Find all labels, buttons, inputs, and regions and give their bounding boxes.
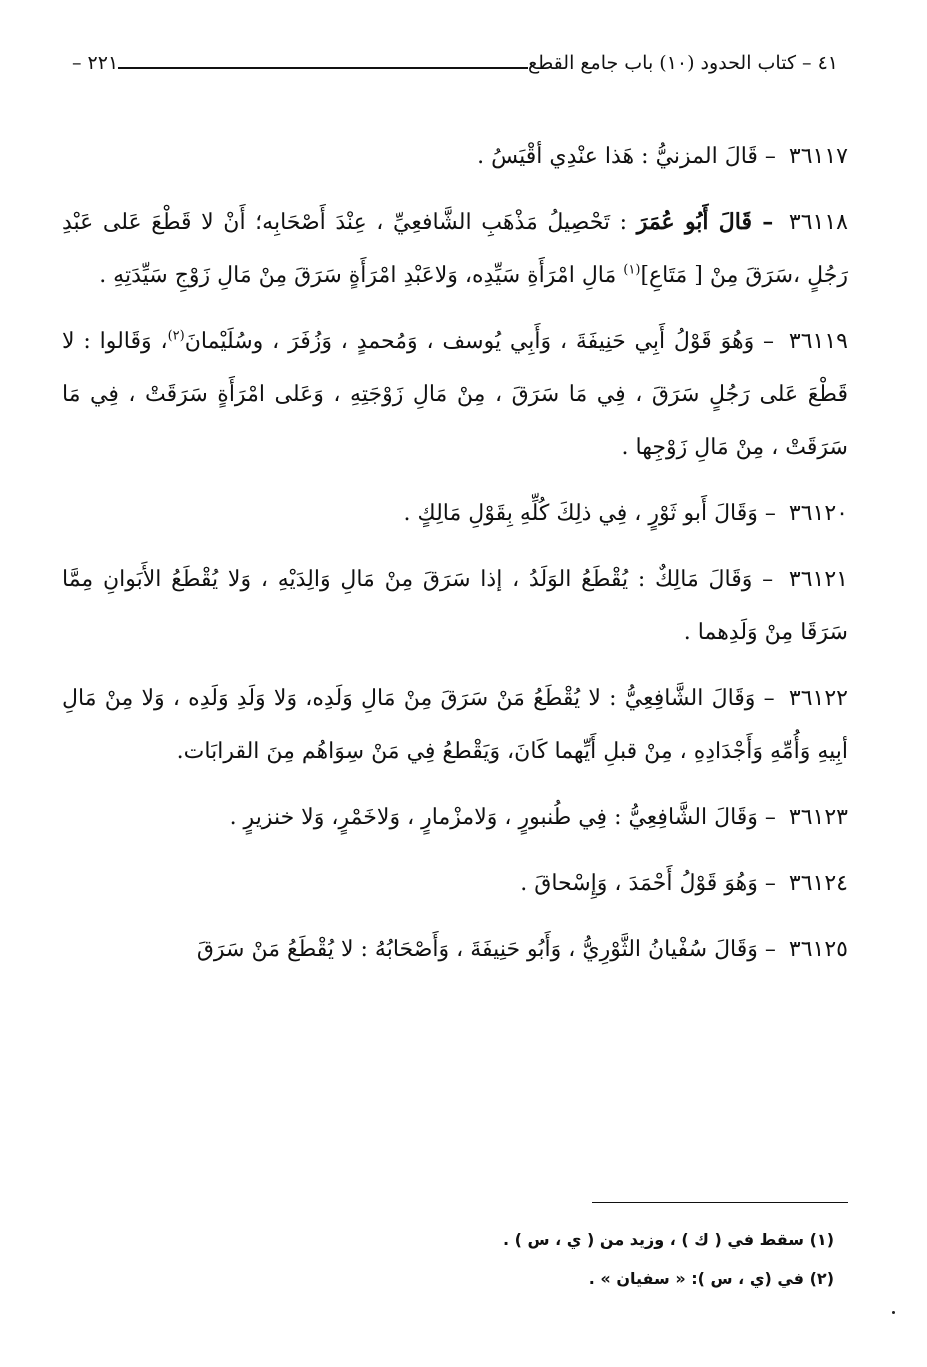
paragraph-number: ٣٦١٢٤	[788, 871, 848, 896]
footnote-2	[62, 1267, 834, 1291]
footnote-text: سقط في ( ك ) ، وزيد من ( ي ، س ) .	[502, 1230, 805, 1249]
footnotes	[62, 1228, 834, 1306]
paragraph-36124	[62, 857, 848, 910]
paragraph-lead: – قَالَ أَبُو عُمَرَ	[636, 209, 774, 235]
footnote-ref-1[interactable]: (١)	[623, 262, 641, 278]
paragraph-36120	[62, 487, 848, 540]
paragraph-lead: – وَهُوَ قَوْلُ أَحْمَدَ ، وَإِسْحاقَ .	[520, 871, 776, 896]
footnote-1	[62, 1228, 834, 1252]
paragraph-36118	[62, 196, 848, 302]
paragraph-lead: – وَهُوَ قَوْلُ أَبِي حَنِيفَةَ ، وَأَبِي يُوسف ، وَمُحمدٍ ، وَزُفَرَ ، وسُلَيْمانَ	[184, 329, 775, 354]
paragraph-number: ٣٦١١٨	[788, 210, 848, 235]
header-dash: –	[72, 52, 82, 74]
running-header	[62, 46, 848, 80]
scan-speck	[892, 1311, 895, 1314]
paragraph-number: ٣٦١٢٥	[788, 937, 848, 962]
paragraph-number: ٣٦١٢١	[788, 567, 848, 592]
paragraph-lead: – وَقَالَ أَبو ثَوْرٍ ، فِي ذلِكَ كُلِّهِ بِقَوْلِ مَالِكٍ .	[403, 501, 776, 526]
footnote-marker: (١)	[809, 1230, 834, 1249]
paragraph-lead: – وَقَالَ الشَّافِعِيُّ : لا يُقْطَعُ مَنْ سَرَقَ مِنْ مَالِ وَلَدِه، وَلا وَلَدِ وَلَدِه ، وَلا مِنْ مَالِ أبِيهِ وَأُمِّهِ وَأَجْدَادِهِ ، مِنْ قبلِ أَيِّهما كَانَ، وَيَقْطعُ فِي مَنْ سِوَاهُم مِنَ القرابَات.	[62, 686, 848, 764]
footnote-marker: (٢)	[809, 1269, 834, 1288]
footnote-separator	[592, 1202, 848, 1203]
paragraph-lead: – قَالَ المزنيُّ	[655, 144, 776, 169]
paragraph-text: : تَحْصِيلُ مَذْهَبِ الشَّافعِيِّ ، عِنْدَ أَصْحَابِه؛ أَنْ لا قَطْعَ عَلى عَبْدِ رَجُلٍ ،سَرَقَ مِنْ [ مَتَاعِ]	[62, 210, 848, 288]
paragraph-number: ٣٦١٢٠	[788, 501, 848, 526]
paragraph-lead: – وَقَالَ سُفْيانُ الثَّوْرِيُّ ، وَأَبُو حَنِيفَةَ ، وَأَصْحَابُهُ : لا يُقْطَعُ مَنْ سَرَقَ	[196, 937, 776, 962]
paragraph-36117	[62, 130, 848, 183]
page-number: ٢٢١	[87, 52, 119, 74]
paragraph-number: ٣٦١١٩	[788, 329, 848, 354]
paragraph-36125	[62, 923, 848, 976]
paragraph-36119	[62, 315, 848, 474]
footnote-text: في (ي ، س ): « سفيان » .	[588, 1269, 805, 1288]
paragraph-text-continued: مَالِ امْرَأَةِ سَيِّدِه، وَلاعَبْدِ امْرَأَةٍ سَرَقَ مِنْ مَالِ زَوْجِ سَيِّدَتِهِ .	[99, 263, 617, 288]
paragraph-lead: – وَقَالَ مَالِكٌ : يُقْطَعُ الوَلَدُ ، إذا سَرَقَ مِنْ مَالِ وَالِدَيْهِ ، وَلا يُقْطَعُ الأَبَوانِ مِمَّا سَرَقَا مِنْ وَلَدِهما .	[62, 567, 848, 645]
header-rule	[118, 67, 528, 69]
paragraph-36123	[62, 791, 848, 844]
paragraph-text: : هَذا عنْدِي أقْيَسُ .	[477, 144, 649, 169]
paragraph-36121	[62, 553, 848, 659]
running-title: ٤١ – كتاب الحدود (١٠) باب جامع القطع	[527, 52, 838, 74]
footnote-ref-2[interactable]: (٢)	[167, 328, 185, 344]
page-number-group	[72, 52, 118, 74]
main-text	[62, 130, 848, 989]
paragraph-number: ٣٦١٢٢	[788, 686, 848, 711]
paragraph-36122	[62, 672, 848, 778]
paragraph-lead: – وَقَالَ الشَّافِعِيُّ : فِي طُنبورٍ ، وَلامزْمارٍ ، وَلاخَمْرٍ، وَلا خنزيرٍ .	[229, 805, 776, 830]
paragraph-number: ٣٦١٢٣	[788, 805, 848, 830]
paragraph-number: ٣٦١١٧	[788, 144, 848, 169]
paragraph-text-continued: ، وَقَالوا : لا قَطْعَ عَلى رَجُلٍ سَرَقَ ، فِي مَا سَرَقَ ، مِنْ مَالِ زَوْجَتِهِ ، وَعَلى امْرَأَةٍ سَرَقَتْ ، فِي مَا سَرَقَتْ ، مِنْ مَالِ زَوْجِها .	[62, 329, 848, 460]
